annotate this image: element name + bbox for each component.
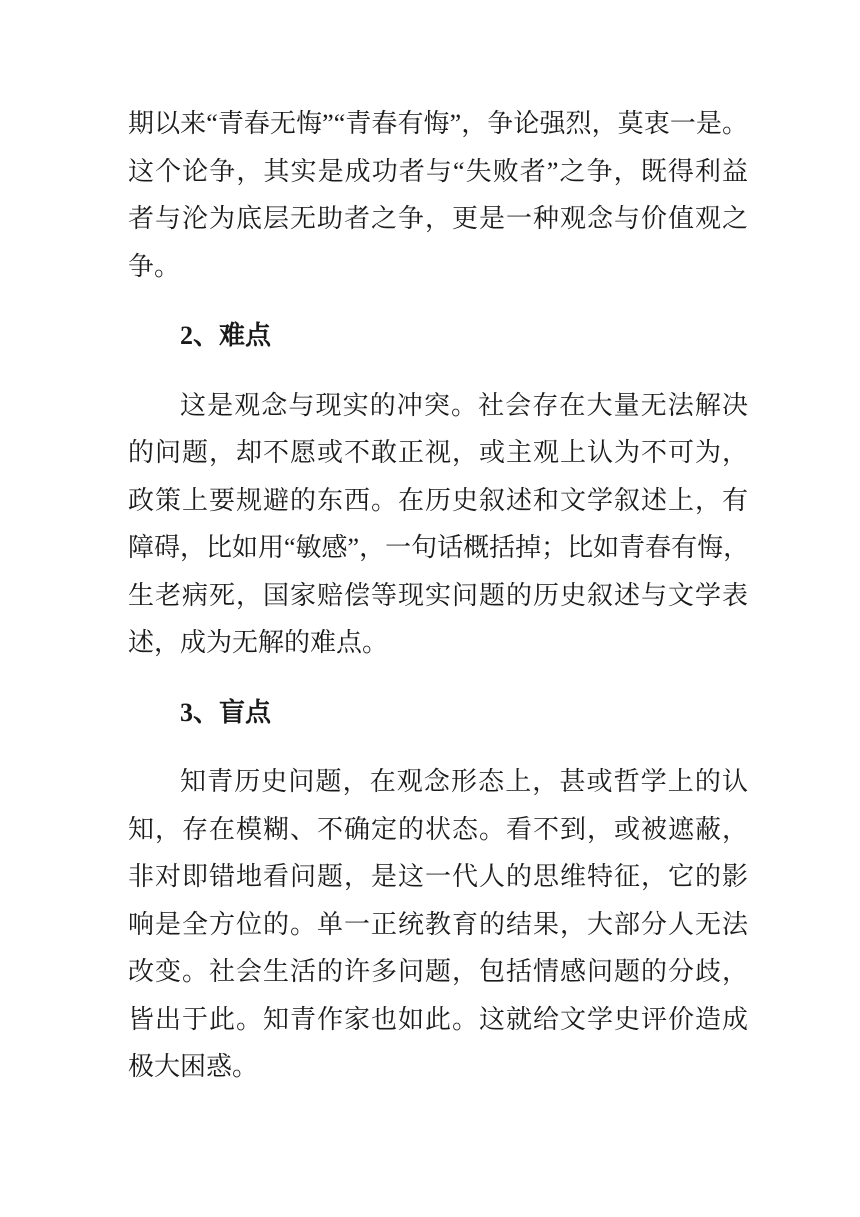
text-line: 这个论争，其实是成功者与“失败者”之争，既得利益 [128,156,748,186]
paragraph-continuation [128,100,748,290]
text-line: 响是全方位的。单一正统教育的结果，大部分人无法 [128,909,748,939]
text-line: 生老病死，国家赔偿等现实问题的历史叙述与文学表 [128,580,748,610]
text-line: 争。 [128,251,181,281]
text-line: 述，成为无解的难点。 [128,628,389,657]
text-line: 改变。社会生活的许多问题，包括情感问题的分歧， [128,957,748,986]
text-line: 知青历史问题，在观念形态上，甚或哲学上的认 [180,767,748,796]
text-line: 政策上要规避的东西。在历史叙述和文学叙述上，有 [128,485,748,515]
text-line: 障碍，比如用“敏感”，一句话概括掉；比如青春有悔， [128,533,750,562]
section-heading-difficulty: 2、难点 [180,321,272,350]
text-line: 这是观念与现实的冲突。社会存在大量无法解决 [180,390,748,420]
paragraph-blindspot [128,758,748,1091]
text-line: 的问题，却不愿或不敢正视，或主观上认为不可为， [128,438,748,467]
text-line: 皆出于此。知青作家也如此。这就给文学史评价造成 [128,1004,748,1034]
text-line: 期以来“青春无悔”“青春有悔”，争论强烈，莫衷一是。 [128,109,748,138]
text-line: 知，存在模糊、不确定的状态。看不到，或被遮蔽， [128,814,748,844]
section-heading-blindspot: 3、盲点 [180,697,272,727]
text-line: 极大困惑。 [128,1052,259,1081]
text-line: 者与沦为底层无助者之争，更是一种观念与价值观之 [128,204,748,233]
page-content [128,100,748,1113]
paragraph-difficulty [128,382,748,667]
text-line: 非对即错地看问题，是这一代人的思维特征，它的影 [128,862,748,891]
